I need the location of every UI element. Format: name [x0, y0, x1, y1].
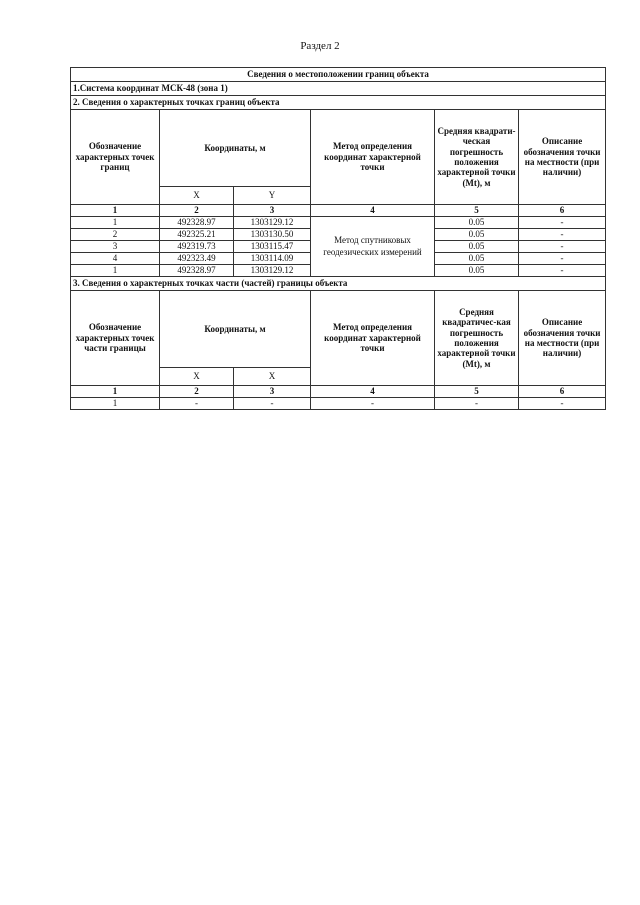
accuracy-cell: 0.05 — [435, 217, 519, 229]
x-cell: 492319.73 — [160, 241, 234, 253]
y-cell: - — [234, 398, 311, 410]
section2-header-row — [71, 110, 606, 187]
y-cell: 1303129.12 — [234, 217, 311, 229]
column-number: 3 — [234, 205, 311, 217]
description-header: Описание обозначения точки на местности (при наличии) — [519, 110, 606, 205]
point-cell: 2 — [71, 229, 160, 241]
section3-title: 3. Сведения о характерных точках части (частей) границы объекта — [71, 277, 606, 291]
method-header: Метод определения координат характерной точки — [311, 110, 435, 205]
accuracy-cell: 0.05 — [435, 253, 519, 265]
section3-column-numbers — [71, 386, 606, 398]
table-row — [71, 398, 606, 410]
y-cell: 1303115.47 — [234, 241, 311, 253]
column-number: 6 — [519, 205, 606, 217]
section3-row — [71, 277, 606, 291]
section2-row — [71, 96, 606, 110]
column-number: 1 — [71, 386, 160, 398]
point-cell: 4 — [71, 253, 160, 265]
point-designation-header: Обозначение характерных точек части границы — [71, 291, 160, 386]
table-title-row — [71, 68, 606, 82]
y-cell: 1303129.12 — [234, 265, 311, 277]
table-title: Сведения о местоположении границ объекта — [71, 68, 606, 82]
description-cell: - — [519, 398, 606, 410]
x-cell: - — [160, 398, 234, 410]
table-row — [71, 217, 606, 229]
point-cell: 1 — [71, 265, 160, 277]
point-cell: 1 — [71, 398, 160, 410]
method-header: Метод определения координат характерной точки — [311, 291, 435, 386]
y-header: Y — [234, 187, 311, 205]
point-cell: 1 — [71, 217, 160, 229]
description-header: Описание обозначения точки на местности (при наличии) — [519, 291, 606, 386]
x-cell: 492325.21 — [160, 229, 234, 241]
accuracy-header: Средняя квадратичес-кая погрешность положения характерной точки (Mt), м — [435, 291, 519, 386]
column-number: 3 — [234, 386, 311, 398]
x-cell: 492323.49 — [160, 253, 234, 265]
boundary-table — [70, 67, 606, 410]
column-number: 2 — [160, 386, 234, 398]
method-cell: - — [311, 398, 435, 410]
coordinates-header: Координаты, м — [160, 110, 311, 187]
page-heading: Раздел 2 — [300, 40, 340, 52]
x-header: X — [160, 368, 234, 386]
column-number: 5 — [435, 386, 519, 398]
section2-title: 2. Сведения о характерных точках границ объекта — [71, 96, 606, 110]
y-header: X — [234, 368, 311, 386]
accuracy-cell: 0.05 — [435, 265, 519, 277]
section1-row — [71, 82, 606, 96]
column-number: 5 — [435, 205, 519, 217]
accuracy-header: Средняя квадрати-ческая погрешность положения характерной точки (Mt), м — [435, 110, 519, 205]
description-cell: - — [519, 241, 606, 253]
coordinate-system-title: 1.Система координат МСК-48 (зона 1) — [71, 82, 606, 96]
x-cell: 492328.97 — [160, 217, 234, 229]
description-cell: - — [519, 265, 606, 277]
description-cell: - — [519, 229, 606, 241]
point-cell: 3 — [71, 241, 160, 253]
column-number: 1 — [71, 205, 160, 217]
section3-header-row — [71, 291, 606, 368]
accuracy-cell: 0.05 — [435, 241, 519, 253]
coordinates-header: Координаты, м — [160, 291, 311, 368]
description-cell: - — [519, 253, 606, 265]
column-number: 4 — [311, 205, 435, 217]
x-header: X — [160, 187, 234, 205]
section2-column-numbers — [71, 205, 606, 217]
column-number: 6 — [519, 386, 606, 398]
description-cell: - — [519, 217, 606, 229]
accuracy-cell: - — [435, 398, 519, 410]
x-cell: 492328.97 — [160, 265, 234, 277]
y-cell: 1303114.09 — [234, 253, 311, 265]
column-number: 4 — [311, 386, 435, 398]
y-cell: 1303130.50 — [234, 229, 311, 241]
method-cell: Метод спутниковых геодезических измерений — [311, 217, 435, 277]
point-designation-header: Обозначение характерных точек границ — [71, 110, 160, 205]
accuracy-cell: 0.05 — [435, 229, 519, 241]
column-number: 2 — [160, 205, 234, 217]
